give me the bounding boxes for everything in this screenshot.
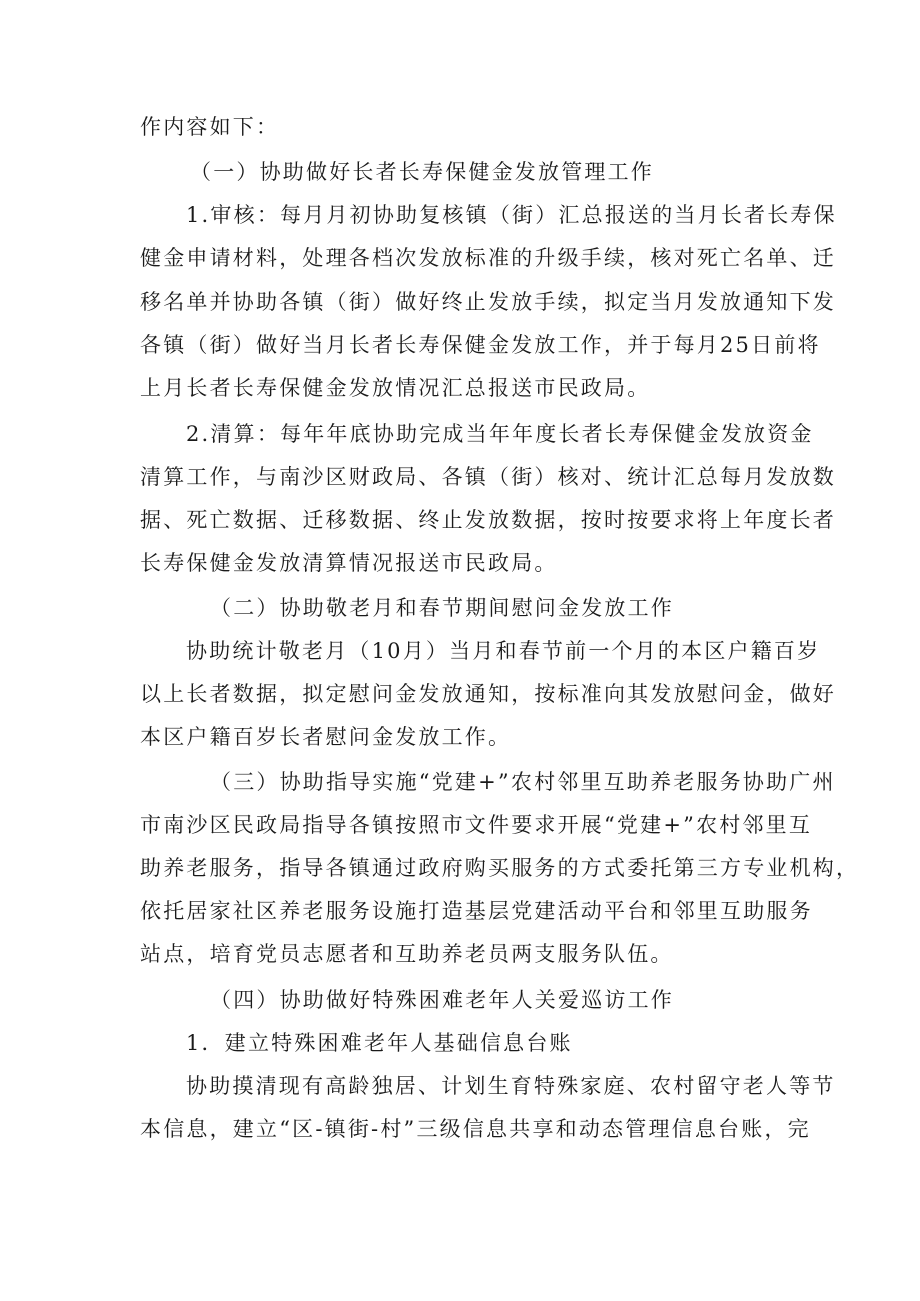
section-heading-2: （二）协助敬老月和春节期间慰问金发放工作: [210, 596, 674, 620]
section-heading-4: （四）协助做好特殊困难老年人关爱巡访工作: [210, 988, 674, 1012]
paragraph-holiday-line-2: 以上长者数据，拟定慰问金发放通知，按标准向其发放慰问金，做好: [140, 682, 836, 706]
paragraph-review-line-3: 移名单并协助各镇（街）做好终止发放手续，拟定当月发放通知下发: [140, 290, 836, 314]
paragraph-review-line-1: 1.审核：每月月初协助复核镇（街）汇总报送的当月长者长寿保: [186, 203, 837, 227]
section-heading-3: （三）协助指导实施“党建+”农村邻里互助养老服务协助广州: [210, 770, 836, 794]
paragraph-party-line-5: 站点，培育党员志愿者和互助养老员两支服务队伍。: [140, 942, 674, 966]
paragraph-settlement-line-1: 2.清算：每年年底协助完成当年年度长者长寿保健金发放资金: [186, 422, 814, 446]
section-heading-1: （一）协助做好长者长寿保健金发放管理工作: [190, 160, 654, 184]
paragraph-review-line-2: 健金申请材料，处理各档次发放标准的升级手续，核对死亡名单、迁: [140, 246, 836, 270]
paragraph-party-line-4: 依托居家社区养老服务设施打造基层党建活动平台和邻里互助服务: [140, 899, 813, 923]
paragraph-settlement-line-2: 清算工作，与南沙区财政局、各镇（街）核对、统计汇总每月发放数: [140, 465, 836, 489]
paragraph-party-line-2: 市南沙区民政局指导各镇按照市文件要求开展“党建+”农村邻里互: [140, 813, 813, 837]
paragraph-settlement-line-4: 长寿保健金发放清算情况报送市民政局。: [140, 551, 558, 575]
subsection-heading-1: 1．建立特殊困难老年人基础信息台账: [186, 1031, 573, 1055]
paragraph-visit-line-1: 协助摸清现有高龄独居、计划生育特殊家庭、农村留守老人等节: [186, 1074, 836, 1098]
text-line-continuation: 作内容如下：: [140, 115, 280, 139]
paragraph-holiday-line-1: 协助统计敬老月（10月）当月和春节前一个月的本区户籍百岁: [186, 639, 821, 663]
paragraph-settlement-line-3: 据、死亡数据、迁移数据、终止发放数据，按时按要求将上年度长者: [140, 508, 836, 532]
paragraph-holiday-line-3: 本区户籍百岁长者慰问金发放工作。: [140, 725, 512, 749]
paragraph-party-line-3: 助养老服务，指导各镇通过政府购买服务的方式委托第三方专业机构，: [140, 856, 860, 880]
paragraph-review-line-5: 上月长者长寿保健金发放情况汇总报送市民政局。: [140, 376, 651, 400]
paragraph-visit-line-2: 本信息，建立“区-镇街-村”三级信息共享和动态管理信息台账，完: [140, 1117, 811, 1141]
paragraph-review-line-4: 各镇（街）做好当月长者长寿保健金发放工作，并于每月25日前将: [140, 333, 821, 357]
